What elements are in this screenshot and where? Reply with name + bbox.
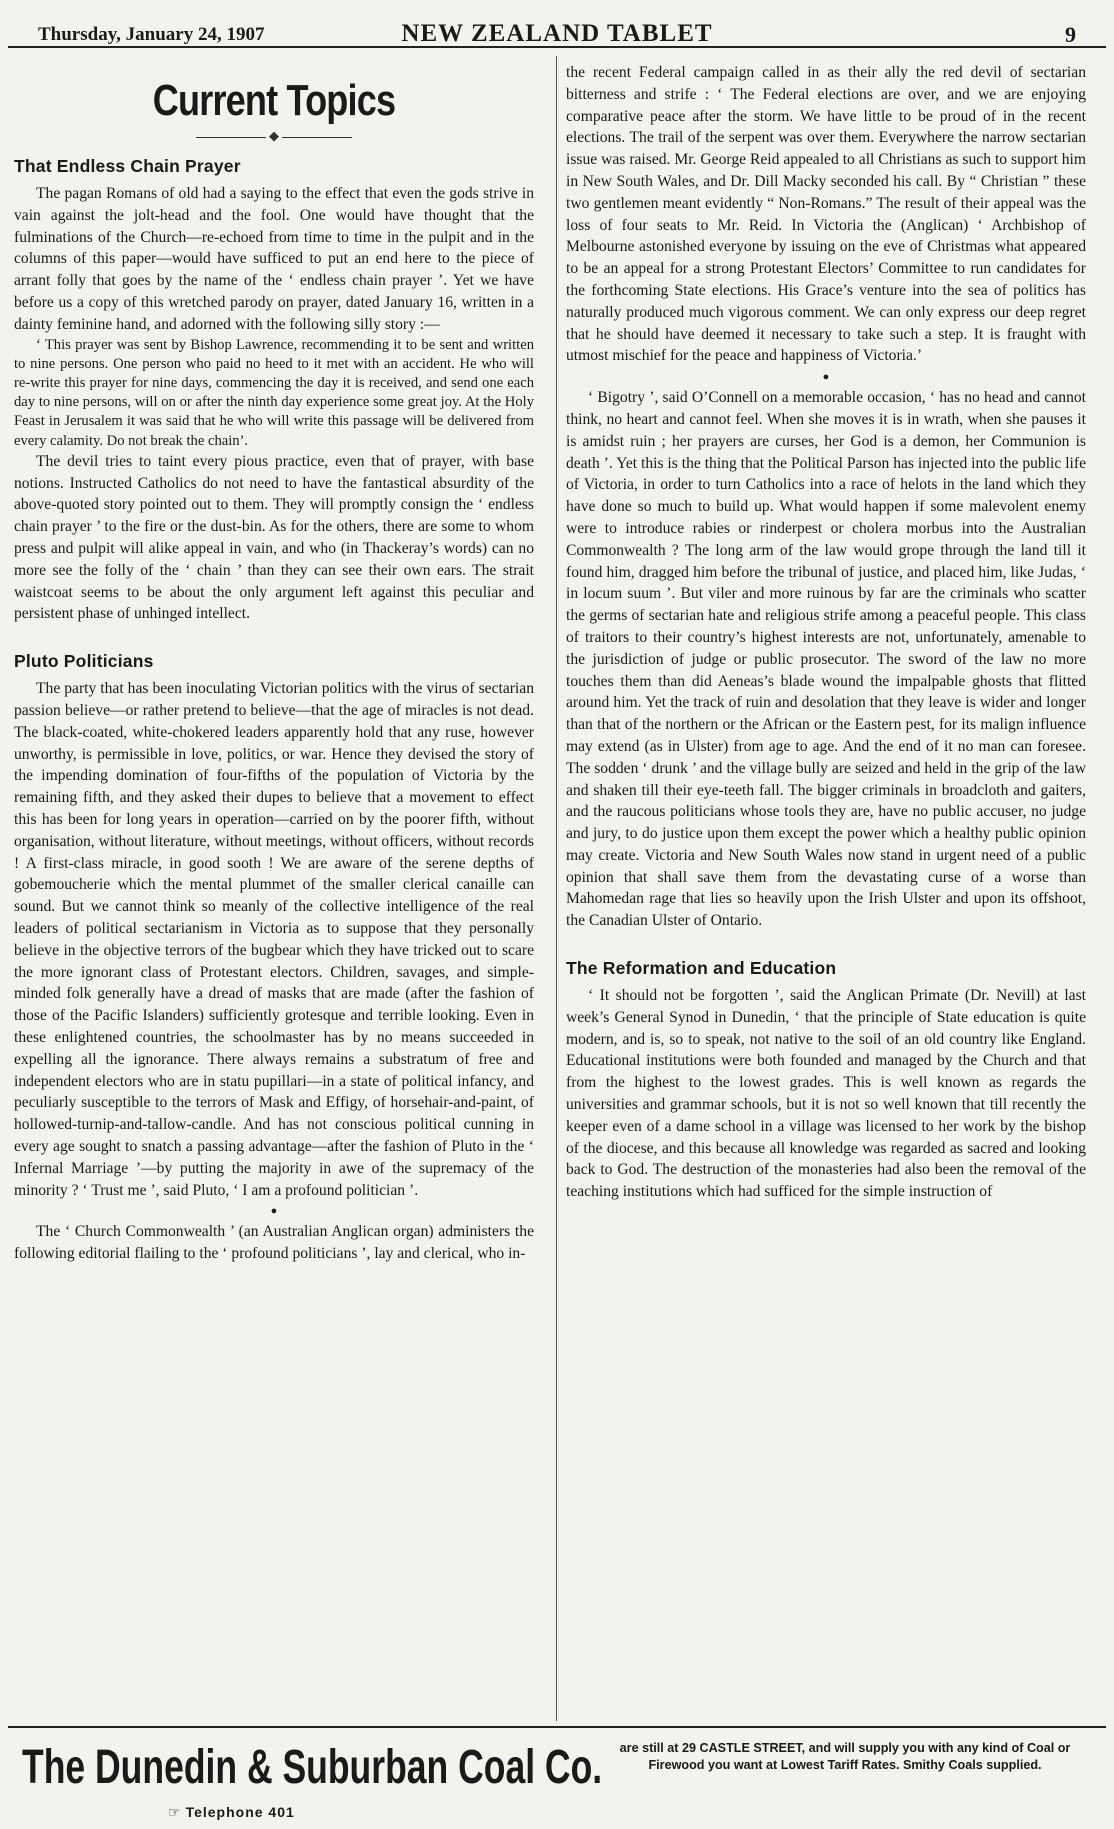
separator-dot: ● [822,371,830,384]
telephone-text: Telephone 401 [185,1804,295,1820]
spacer [14,625,534,639]
paragraph: The devil tries to taint every pious practice, even that of prayer, with base notions. Instructed Catholics do not need to have the fantastical absurdity of the above-quoted story pointed out to them. They will promptly consign the ‘ endless chain prayer ’ to the fire or the dust-bin. As for the others, there are some to whom press and pulpit will alike appeal in vain, and who (in Thackeray’s words) can no more see the folly of the ‘ chain ’ than they can see their own ears. The strait waistcoat seems to be about the only argument left against this peculiar and persistent phase of unhinged intellect. [14,452,534,623]
column-divider [556,56,557,1721]
ornament-diamond-icon: ◆ [269,128,279,143]
paragraph: The ‘ Church Commonwealth ’ (an Australian Anglican organ) administers the following editorial flailing to the ‘ profound politicians ’, lay and clerical, who in- [14,1223,534,1263]
right-column [566,62,1086,1722]
paragraph: The party that has been inoculating Victorian politics with the virus of sectarian passion believe—or rather pretend to believe—that the age of miracles is not dead. The black-coated, white-chokered leaders apparently hold that any ruse, however unworthy, is permissible in love, politics, or war. Hence they devised the story of the impending domination of four-fifths of the population of Victoria by the remaining fifth, and they asked their dupes to believe that a movement to effect this has been for long years in operation—carried on by the poorer fifth, without organisation, without literature, without meetings, without officers, without records ! A first-class miracle, in good sooth ! We are aware of the serene depths of gobemoucherie which the mental plummet of the smaller clerical canaille can sound. But we cannot think so meanly of the collective intelligence of the real leaders of political sectarianism in Victoria as to suppose that they personally believe in the objective terrors of the bugbear which they have tricked out to scare the more ignorant class of Protestant electors. Children, savages, and simple-minded folk generally have a dread of masks that are made (after the fashion of those of the Pacific Islanders) sufficiently grotesque and terrible looking. Even in these enlightened countries, the schoolmaster has by no means succeeded in expelling all the ignorance. There always remains a substratum of free and independent electors who are in statu pupillari—in a state of political infancy, and peculiarly susceptible to the terrors of Mask and Effigy, of horsehair-and-paint, of hollowed-turnip-and-tallow-candle. And has not conscious political cunning in every age sought to snatch a passing advantage—after the fashion of Pluto in the ‘ Infernal Marriage ’—by putting the majority in awe of the supremacy of the minority ? ‘ Trust me ’, said Pluto, ‘ I am a profound politician ’. [14,680,534,1199]
section-heading-endless-chain: That Endless Chain Prayer [14,156,241,176]
advertiser-telephone [168,1804,295,1821]
issue-date: Thursday, January 24, 1907 [38,24,265,45]
separator-dot: ● [270,1205,278,1218]
publication-title: NEW ZEALAND TABLET [401,20,713,47]
paragraph: ‘ Bigotry ’, said O’Connell on a memorable occasion, ‘ has no head and cannot think, no heart and cannot feel. When she moves it is in wrath, when she pauses it is amidst ruin ; her prayers are curses, her God is a demon, her Communion is death ’. Yet this is the thing that the Political Parson has injected into the public life of Victoria, in order to turn Catholics into a race of helots in the land which they have done so much to build up. What would happen if some malevolent enemy were to introduce rabies or rinderpest or cholera morbus into the Australian Commonwealth ? The long arm of the law would grope through the land till it found him, dragged him before the tribunal of justice, and placed him, like Judas, ‘ in locum suum ’. But viler and more ruinous by far are the criminals who scatter the germs of sectarian hate and religious strife among a peaceful people. This class of traitors to their country’s highest interests are not, unfortunately, amenable to the jurisdiction of judge or public prosecutor. The sword of the law no more touches them than did Aeneas’s blade wound the impalpable ghosts that flitted around him. Yet the track of ruin and desolation that they leave is wider and longer than that of the northern or the African or the Eastern pest, for its malign influence may extend (as in Ulster) from age to age. And the end of it no man can foresee. The sodden ‘ drunk ’ and the village bully are seized and held in the grip of the law and shaken till their eye-teeth fall. The bigger criminals in broadcloth and gaiters, and the raucous politicians whose tools they are, have no public accuser, no judge and jury, to do justice upon them except the power which a healthy public opinion may create. Victoria and New South Wales now stand in urgent need of a public opinion that shall save them from the devastating curse of a worse than Mahomedan rage that lies so heavily upon the Irish Ulster and upon its offshoot, the Canadian Ulster of Ontario. [566,389,1086,930]
left-column [14,62,534,1722]
paragraph: ‘ It should not be forgotten ’, said the Anglican Primate (Dr. Nevill) at last week’s General Synod in Dunedin, ‘ that the principle of State education is quite modern, and is, so to speak, not native to the soil of an old country like England. Educational institutions were both founded and managed by the Church and that from the highest to the lowest grades. This is well known as regards the universities and grammar schools, but it is not so well known that till recently the keeper even of a dame school in a village was licensed to her work by the bishop of the diocese, and this because all knowledge was regarded as sacred and looking back to God. The destruction of the monasteries had also been the removal of the teaching institutions which had sufficed for the simple instruction of [566,987,1086,1201]
paragraph-continued: the recent Federal campaign called in as their ally the red devil of sectarian bitterness and strife : ‘ The Federal elections are over, and we are enjoying comparative peace after the storm. We have little to be proud of in the recent elections. The trail of the serpent was over them. Everywhere the narrow sectarian issue was raised. Mr. George Reid appealed to all Christians as such to support him in New South Wales, and Dr. Dill Macky seconded his call. By “ Christian ” these two gentlemen meant evidently “ Non-Romans.” The result of their appeal was the loss of four seats to Mr. Reid. In Victoria the (Anglican) ‘ Archbishop of Melbourne astonished everyone by issuing on the eve of Christmas what appeared to be an appeal for a strong Protestant Electors’ Committee to run candidates for the forthcoming State elections. His Grace’s venture into the sea of politics has naturally produced much vigorous comment. We can only express our deep regret that he should have deemed it necessary to take such a step. It is fraught with utmost mischief for the peace and happiness of Victoria.’ [566,64,1086,365]
pointing-hand-icon: ☞ [168,1804,182,1820]
section-heading-pluto-politicians: Pluto Politicians [14,651,154,672]
paragraph: The pagan Romans of old had a saying to the effect that even the gods strive in vain against the jolt-head and the fool. One would have thought that the fulminations of the Church—re-echoed from time to time in the pulpit and in the columns of this paper—would have sufficed to put an end here to the piece of arrant folly that goes by the name of the ‘ endless chain prayer ’. Yet we have before us a copy of this wretched parody on prayer, dated January 16, written in a dainty feminine hand, and adorned with the following silly story :— [14,185,534,333]
title-ornament [14,128,534,144]
advertisement-copy: are still at 29 CASTLE STREET, and will supply you with any kind of Coal or Firewood you want at Lowest Tariff Rates. Smithy Coals supplied. [619,1741,1071,1772]
section-heading-reformation-education: The Reformation and Education [566,958,837,979]
quoted-chain-prayer: ‘ This prayer was sent by Bishop Lawrence, recommending it to be sent and written to nine persons. One person who paid no heed to it met with an accident. He who will re-write this prayer for nine days, commencing the day it is received, and send one each day to nine persons, will on or after the ninth day experience some great joy. At the Holy Feast in Jerusalem it was said that he who will write this passage will be delivered from every calamity. Do not break the chain’. [14,336,534,449]
coal-company-advertisement [8,1726,1106,1828]
page-title: Current Topics [152,76,396,125]
masthead [8,8,1106,48]
spacer [566,932,1086,946]
page-number: 9 [1065,22,1076,47]
advertiser-name: The Dunedin & Suburban Coal Co. [22,1741,603,1794]
